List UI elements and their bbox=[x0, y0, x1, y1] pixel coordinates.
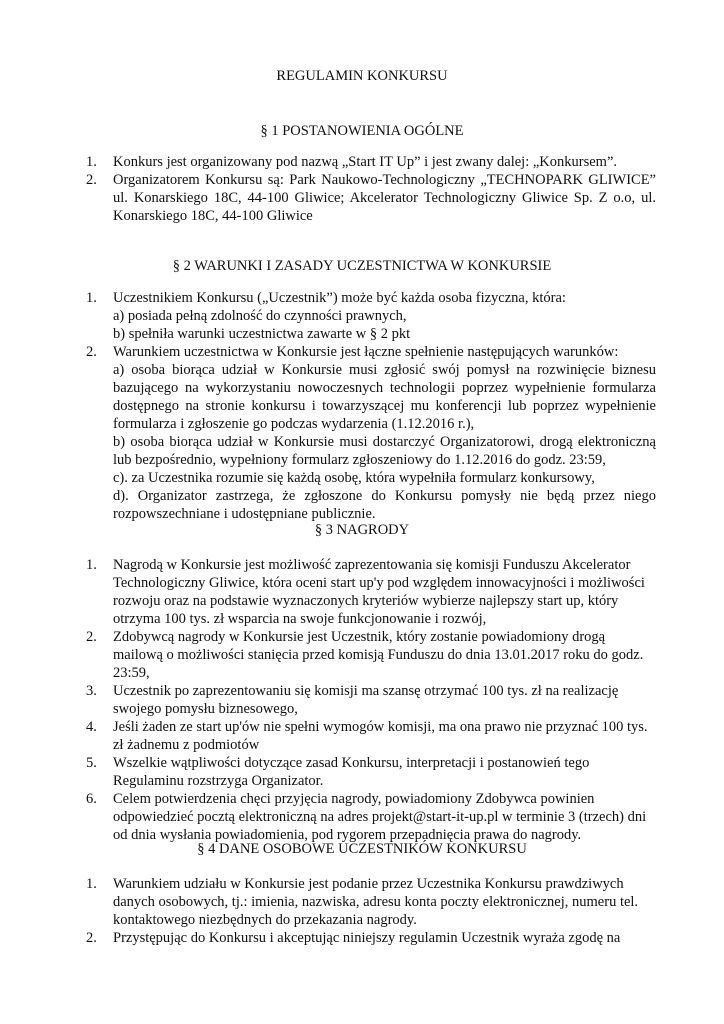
list-item bbox=[86, 875, 656, 929]
item-text: Warunkiem udziału w Konkursie jest podanie przez Uczestnika Konkursu prawdziwych danych osobowych, tj.: imienia, nazwiska, adresu konta poczty elektronicznej, numeru tel. kontaktowego niezbędnych do przekazania nagrody. bbox=[113, 876, 639, 928]
sub-item-d: d). Organizator zastrzega, że zgłoszone do Konkursu pomysły nie będą przez niego rozpowszechniane i udostępniane publicznie. bbox=[113, 488, 656, 522]
list-item bbox=[86, 718, 656, 754]
sub-item-c: c). za Uczestnika rozumie się każdą osobę, która wypełniła formularz konkursowy, bbox=[113, 470, 595, 486]
list-item bbox=[86, 343, 656, 523]
item-number: 5. bbox=[86, 755, 97, 771]
item-number: 1. bbox=[86, 154, 97, 170]
sub-item-a: a) posiada pełną zdolność do czynności prawnych, bbox=[113, 308, 407, 324]
item-text: Uczestnik po zaprezentowaniu się komisji ma szansę otrzymać 100 tys. zł na realizację swojego pomysłu biznesowego, bbox=[113, 683, 619, 717]
section-3-list bbox=[86, 556, 656, 844]
sub-item-b: b) spełniła warunki uczestnictwa zawarte w § 2 pkt bbox=[113, 326, 411, 342]
sub-item-a: a) osoba biorąca udział w Konkursie musi zgłosić swój pomysł na rozwinięcie biznesu bazującego na wykorzystaniu nowoczesnych technologii poprzez wypełnienie formularza dostępnego na stronie konkursu i towarzyszącej mu konferencji lub poprzez wypełnienie formularza i zgłoszenie go podczas wydarzenia (1.12.2016 r.), bbox=[113, 362, 656, 432]
item-text: Uczestnikiem Konkursu („Uczestnik”) może być każda osoba fizyczna, która: bbox=[113, 290, 566, 306]
item-text: Przystępując do Konkursu i akceptując niniejszy regulamin Uczestnik wyraża zgodę na bbox=[113, 930, 621, 946]
item-number: 2. bbox=[86, 930, 97, 946]
item-text: Wszelkie wątpliwości dotyczące zasad Konkursu, interpretacji i postanowień tego Regulaminu rozstrzyga Organizator. bbox=[113, 755, 590, 789]
item-text: Konkurs jest organizowany pod nazwą „Start IT Up” i jest zwany dalej: „Konkursem”. bbox=[113, 154, 618, 170]
item-number: 2. bbox=[86, 344, 97, 360]
item-number: 1. bbox=[86, 290, 97, 306]
section-3-heading: § 3 NAGRODY bbox=[314, 522, 410, 538]
item-number: 4. bbox=[86, 719, 97, 735]
list-item bbox=[86, 289, 656, 343]
item-text: Jeśli żaden ze start up'ów nie spełni wymogów komisji, ma ona prawo nie przyznać 100 tys. zł żadnemu z podmiotów bbox=[113, 719, 648, 753]
section-4-heading: § 4 DANE OSOBOWE UCZESTNIKÓW KONKURSU bbox=[197, 841, 527, 857]
section-4-list bbox=[86, 875, 656, 947]
list-item bbox=[86, 754, 656, 790]
item-number: 1. bbox=[86, 876, 97, 892]
list-item bbox=[86, 556, 656, 628]
section-1-list bbox=[86, 153, 656, 225]
list-item bbox=[86, 929, 656, 947]
sub-item-b: b) osoba biorąca udział w Konkursie musi dostarczyć Organizatorowi, drogą elektroniczną lub bezpośrednio, wypełniony formularz zgłoszeniowy do 1.12.2016 do godz. 23:59, bbox=[113, 434, 656, 468]
list-item bbox=[86, 628, 656, 682]
item-number: 2. bbox=[86, 629, 97, 645]
item-number: 6. bbox=[86, 791, 97, 807]
item-text: Nagrodą w Konkursie jest możliwość zaprezentowania się komisji Funduszu Akcelerator Technologiczny Gliwice, która oceni start up'y pod względem innowacyjności i możliwości rozwoju oraz na podstawie wyznaczonych kryteriów wybierze najlepszy start up, który otrzyma 100 tys. zł wsparcia na swoje funkcjonowanie i rozwój, bbox=[113, 557, 645, 627]
item-text: Celem potwierdzenia chęci przyjęcia nagrody, powiadomiony Zdobywca powinien odpowiedzieć pocztą elektroniczną na adres projekt@start-it-up.pl w terminie 3 (trzech) dni od dnia wysłania powiadomienia, pod rygorem przepadnięcia prawa do nagrody. bbox=[113, 791, 647, 843]
item-text: Zdobywcą nagrody w Konkursie jest Uczestnik, który zostanie powiadomiony drogą mailową o możliwości stanięcia przed komisją Funduszu do dnia 13.01.2017 roku do godz. 23:59, bbox=[113, 629, 644, 681]
list-item bbox=[86, 171, 656, 225]
section-2-heading: § 2 WARUNKI I ZASADY UCZESTNICTWA W KONKURSIE bbox=[172, 258, 552, 274]
item-text: Warunkiem uczestnictwa w Konkursie jest łączne spełnienie następujących warunków: bbox=[113, 344, 619, 360]
item-number: 3. bbox=[86, 683, 97, 699]
item-number: 2. bbox=[86, 172, 97, 188]
document-title: REGULAMIN KONKURSU bbox=[276, 68, 448, 84]
list-item bbox=[86, 790, 656, 844]
list-item bbox=[86, 682, 656, 718]
section-2-list bbox=[86, 289, 656, 523]
item-text: Organizatorem Konkursu są: Park Naukowo-Technologiczny „TECHNOPARK GLIWICE” ul. Konarskiego 18C, 44-100 Gliwice; Akcelerator Technologiczny Gliwice Sp. Z o.o, ul. Konarskiego 18C, 44-100 Gliwice bbox=[113, 172, 656, 224]
list-item bbox=[86, 153, 656, 171]
item-number: 1. bbox=[86, 557, 97, 573]
section-1-heading: § 1 POSTANOWIENIA OGÓLNE bbox=[260, 123, 464, 139]
